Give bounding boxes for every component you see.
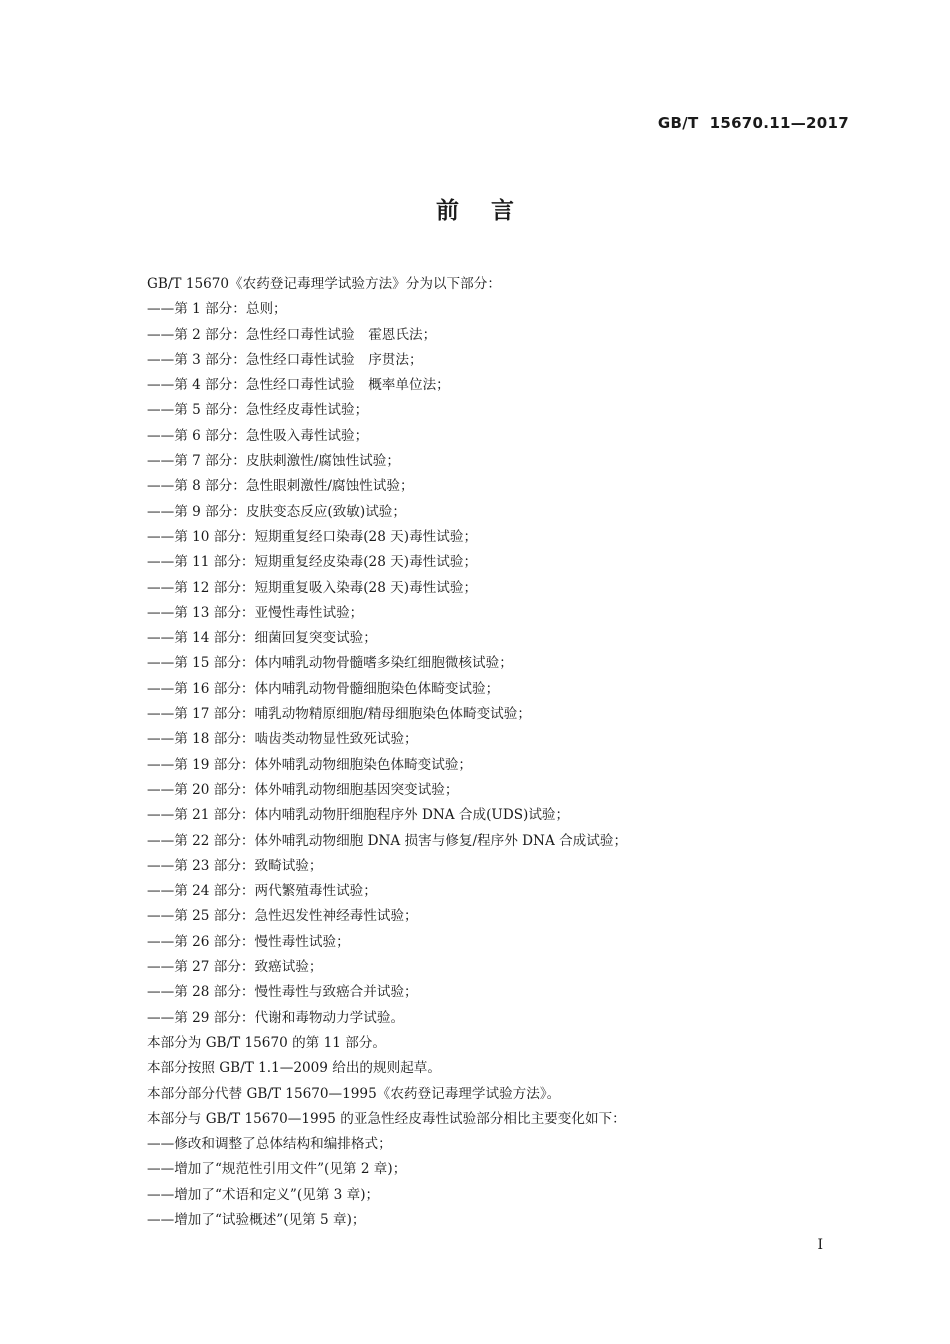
text-line: ——增加了“规范性引用文件”(见第 2 章)； [147, 1161, 407, 1178]
text-line: 本部分与 GB/T 15670—1995 的亚急性经皮毒性试验部分相比主要变化如下： [147, 1110, 626, 1127]
text-line: ——第 21 部分：体内哺乳动物肝细胞程序外 DNA 合成(UDS)试验； [147, 807, 570, 824]
text-line: ——第 2 部分：急性经口毒性试验 霍恩氏法； [147, 326, 437, 343]
text-line: ——第 6 部分：急性吸入毒性试验； [147, 427, 369, 444]
text-line: ——第 4 部分：急性经口毒性试验 概率单位法； [147, 377, 450, 394]
text-line: ——第 28 部分：慢性毒性与致癌合并试验； [147, 984, 418, 1001]
page-title: 前 言 [435, 198, 515, 224]
text-line: ——第 12 部分：短期重复吸入染毒(28 天)毒性试验； [147, 579, 478, 596]
text-line: 本部分按照 GB/T 1.1—2009 给出的规则起草。 [147, 1060, 441, 1077]
text-line: ——第 24 部分：两代繁殖毒性试验； [147, 883, 377, 900]
text-line: ——第 22 部分：体外哺乳动物细胞 DNA 损害与修复/程序外 DNA 合成试验； [147, 832, 628, 849]
text-line: 本部分部分代替 GB/T 15670—1995《农药登记毒理学试验方法》。 [147, 1085, 561, 1102]
text-line: ——第 13 部分：亚慢性毒性试验； [147, 604, 364, 621]
text-line: ——第 25 部分：急性迟发性神经毒性试验； [147, 908, 418, 925]
standard-code: GB/T 15670.11—2017 [657, 114, 849, 132]
text-line: 本部分为 GB/T 15670 的第 11 部分。 [147, 1034, 386, 1051]
text-line: ——修改和调整了总体结构和编排格式； [147, 1136, 392, 1153]
text-line: ——第 14 部分：细菌回复突变试验； [147, 630, 377, 647]
text-line: ——增加了“试验概述”(见第 5 章)； [147, 1211, 366, 1228]
text-line: ——第 17 部分：哺乳动物精原细胞/精母细胞染色体畸变试验； [147, 706, 531, 723]
text-line: ——第 16 部分：体内哺乳动物骨髓细胞染色体畸变试验； [147, 680, 500, 697]
page-number: I [817, 1237, 823, 1253]
text-line: ——第 11 部分：短期重复经皮染毒(28 天)毒性试验； [147, 554, 478, 571]
text-line: ——第 23 部分：致畸试验； [147, 857, 323, 874]
text-line: ——第 1 部分：总则； [147, 301, 287, 318]
text-line: ——第 5 部分：急性经皮毒性试验； [147, 402, 369, 419]
text-line: ——第 8 部分：急性眼刺激性/腐蚀性试验； [147, 478, 414, 495]
text-line: ——第 18 部分：啮齿类动物显性致死试验； [147, 731, 418, 748]
text-line: ——第 9 部分：皮肤变态反应(致敏)试验； [147, 503, 406, 520]
text-line: ——第 20 部分：体外哺乳动物细胞基因突变试验； [147, 781, 459, 798]
text-line: ——第 19 部分：体外哺乳动物细胞染色体畸变试验； [147, 756, 473, 773]
text-line: ——增加了“术语和定义”(见第 3 章)； [147, 1186, 380, 1203]
text-line: GB/T 15670《农药登记毒理学试验方法》分为以下部分： [147, 276, 501, 292]
text-line: ——第 27 部分：致癌试验； [147, 959, 323, 976]
text-line: ——第 26 部分：慢性毒性试验； [147, 933, 350, 950]
foreword-body [147, 272, 867, 1233]
text-line: ——第 29 部分：代谢和毒物动力学试验。 [147, 1009, 405, 1026]
text-line: ——第 15 部分：体内哺乳动物骨髓嗜多染红细胞微核试验； [147, 655, 513, 672]
text-line: ——第 10 部分：短期重复经口染毒(28 天)毒性试验； [147, 528, 478, 545]
text-line: ——第 3 部分：急性经口毒性试验 序贯法； [147, 351, 423, 368]
text-line: ——第 7 部分：皮肤刺激性/腐蚀性试验； [147, 453, 400, 470]
